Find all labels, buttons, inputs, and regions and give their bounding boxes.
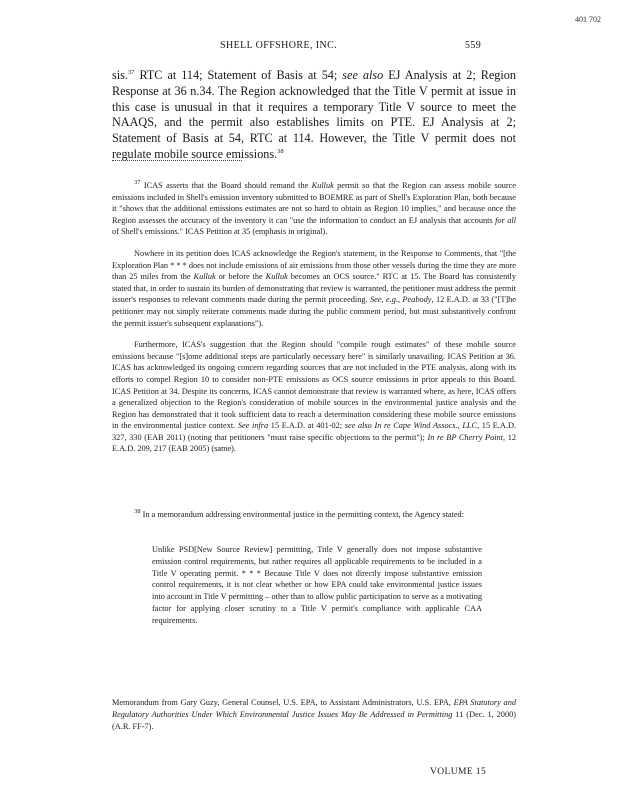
footnote-38-blockquote: Unlike PSD[New Source Review] permitting, Title V generally does not impose substantive emission control requirements, but rather requires all applicable requirements to be included in a Title V operating permit. * * * Because Title V does not directly impose substantive emission control requirements, it is not clear whether or how EPA could take environmental justice issues into account in Title V permitting – other than to allow public participation to serve as a motivating factor for applying closer scrutiny to a Title V permit's compliance with applicable CAA requirements. — [152, 545, 482, 625]
footnote-ref-37: 37 — [127, 68, 135, 76]
footnote-marker: 37 — [134, 179, 141, 187]
text-run-italic: see also In re Cape Wind Assocs., LLC — [344, 421, 478, 431]
text-run: permit so that the Region can assess mobile source emissions included in Shell's emission inventory submitted to BOEMRE as part of Shell's Exploration Plan, both because it "shows that the additional emissions estimates are not so hard to obtain as Region 10 implies," and because once the Region assesses the accuracy of the inventory it can "use the information to conduct an EJ analysis that accounts — [112, 181, 516, 225]
text-run: , 12 E.A.D. at 33 ("[T]he petitioner may not simply reiterate comments made during the public comment period, but must substantively confront the permit issuer's subsequent explanations"). — [112, 295, 516, 328]
bates-stamp: 401 702 — [575, 15, 601, 24]
footnote-37-para-2 — [112, 248, 516, 329]
text-run-italic: for all — [495, 215, 517, 225]
footnote-38 — [112, 509, 516, 521]
text-run: becomes an OCS source." RTC at 15. The Board has consistently stated that, in order to sustain its burden of demonstrating that review is warranted, the petitioner must address the permit issuer's responses to relevant comments made during the permit proceeding. — [112, 272, 516, 305]
text-run: 11 (Dec. 1, 2000) (A.R. FF-7). — [112, 709, 517, 731]
footnote-marker: 38 — [134, 508, 141, 516]
footnote-38-citation — [112, 697, 516, 732]
text-run: Nowhere in its petition does ICAS acknowledge the Region's statement, in the Response to Comments, that "[the Exploration Plan * * * does not include emissions of air emissions from those other vessels during the time they are more than 25 miles from the — [112, 248, 516, 282]
text-run: sis. — [112, 68, 128, 82]
text-run-italic: Kulluk — [311, 181, 334, 190]
text-run: or before the — [215, 272, 266, 282]
volume-footer: VOLUME 15 — [430, 767, 487, 777]
text-run-italic: EPA Statutory and Regulatory Authorities Under Which Environmental Justice Issues May Be Addressed in Permitting — [112, 698, 517, 719]
footnote-37-para-1 — [112, 180, 516, 238]
text-run-italic: , Peabody — [397, 295, 432, 305]
header-title: SHELL OFFSHORE, INC. — [220, 40, 338, 51]
text-run: In a memorandum addressing environmental justice in the permitting context, the Agency stated: — [140, 510, 464, 519]
footnote-37-para-3 — [112, 339, 516, 455]
main-paragraph — [112, 68, 516, 163]
footnote-37 — [112, 180, 516, 455]
text-run-italic: Kulluk — [265, 272, 288, 282]
text-run: , 12 E.A.D. 209, 217 (EAB 2005) (same). — [112, 432, 516, 454]
footnote-separator — [112, 160, 242, 161]
text-run: Furthermore, ICAS's suggestion that the Region should "compile rough estimates" of these mobile source emissions because "[s]ome additional steps are particularly necessary here" is similarly unavailing. ICAS Petition at 36. ICAS has acknowledged its ongoing concern regarding sources that are not included in the PTE analysis, along with its efforts to compel Region 10 to consider non-PTE emissions as OCS source emissions in prior appeals to this Board. ICAS Petition at 34. Despite its concerns, ICAS cannot demonstrate that review is warranted where, as here, ICAS offers a generalized objection to the Region's consideration of mobile sources in the environmental justice analysis and the Region has demonstrated that it took sufficient data to reach a determination considering these mobile source emissions in the environmental justice context. — [112, 340, 516, 431]
text-run: 15 E.A.D. at 401-02; — [268, 421, 345, 431]
text-run: Memorandum from Gary Guzy, General Counsel, U.S. EPA, to Assistant Administrators, U.S. EPA, — [112, 698, 454, 707]
text-run: RTC at 114; Statement of Basis at 54; — [134, 68, 343, 82]
text-run-italic: see also — [342, 68, 384, 82]
footnote-38-intro — [112, 509, 516, 521]
text-run: of Shell's emissions." ICAS Petition at 35 (emphasis in original). — [112, 227, 328, 237]
text-run-italic: See, e.g. — [369, 295, 398, 305]
text-run-italic: In re BP Cherry Point — [427, 432, 503, 442]
footnote-ref-38: 38 — [277, 147, 284, 155]
header-page-number: 559 — [465, 40, 482, 51]
text-run-italic: See infra — [237, 421, 269, 431]
text-run: ICAS asserts that the Board should remand the — [140, 181, 312, 190]
text-run: , 15 E.A.D. 327, 330 (EAB 2011) (noting that petitioners "must raise specific objections to the permit"); — [112, 421, 517, 442]
text-run: EJ Analysis at 2; Region Response at 36 n.34. The Region acknowledged that the Title V permit at issue in this case is unusual in that it requires a temporary Title V source to meet the NAAQS, and the permit also establishes limits on PTE. EJ Analysis at 2; Statement of Basis at 54, RTC at 114. However, the Title V permit does not regulate mobile source emissions. — [112, 68, 516, 161]
text-run-italic: Kulluk — [193, 272, 216, 282]
